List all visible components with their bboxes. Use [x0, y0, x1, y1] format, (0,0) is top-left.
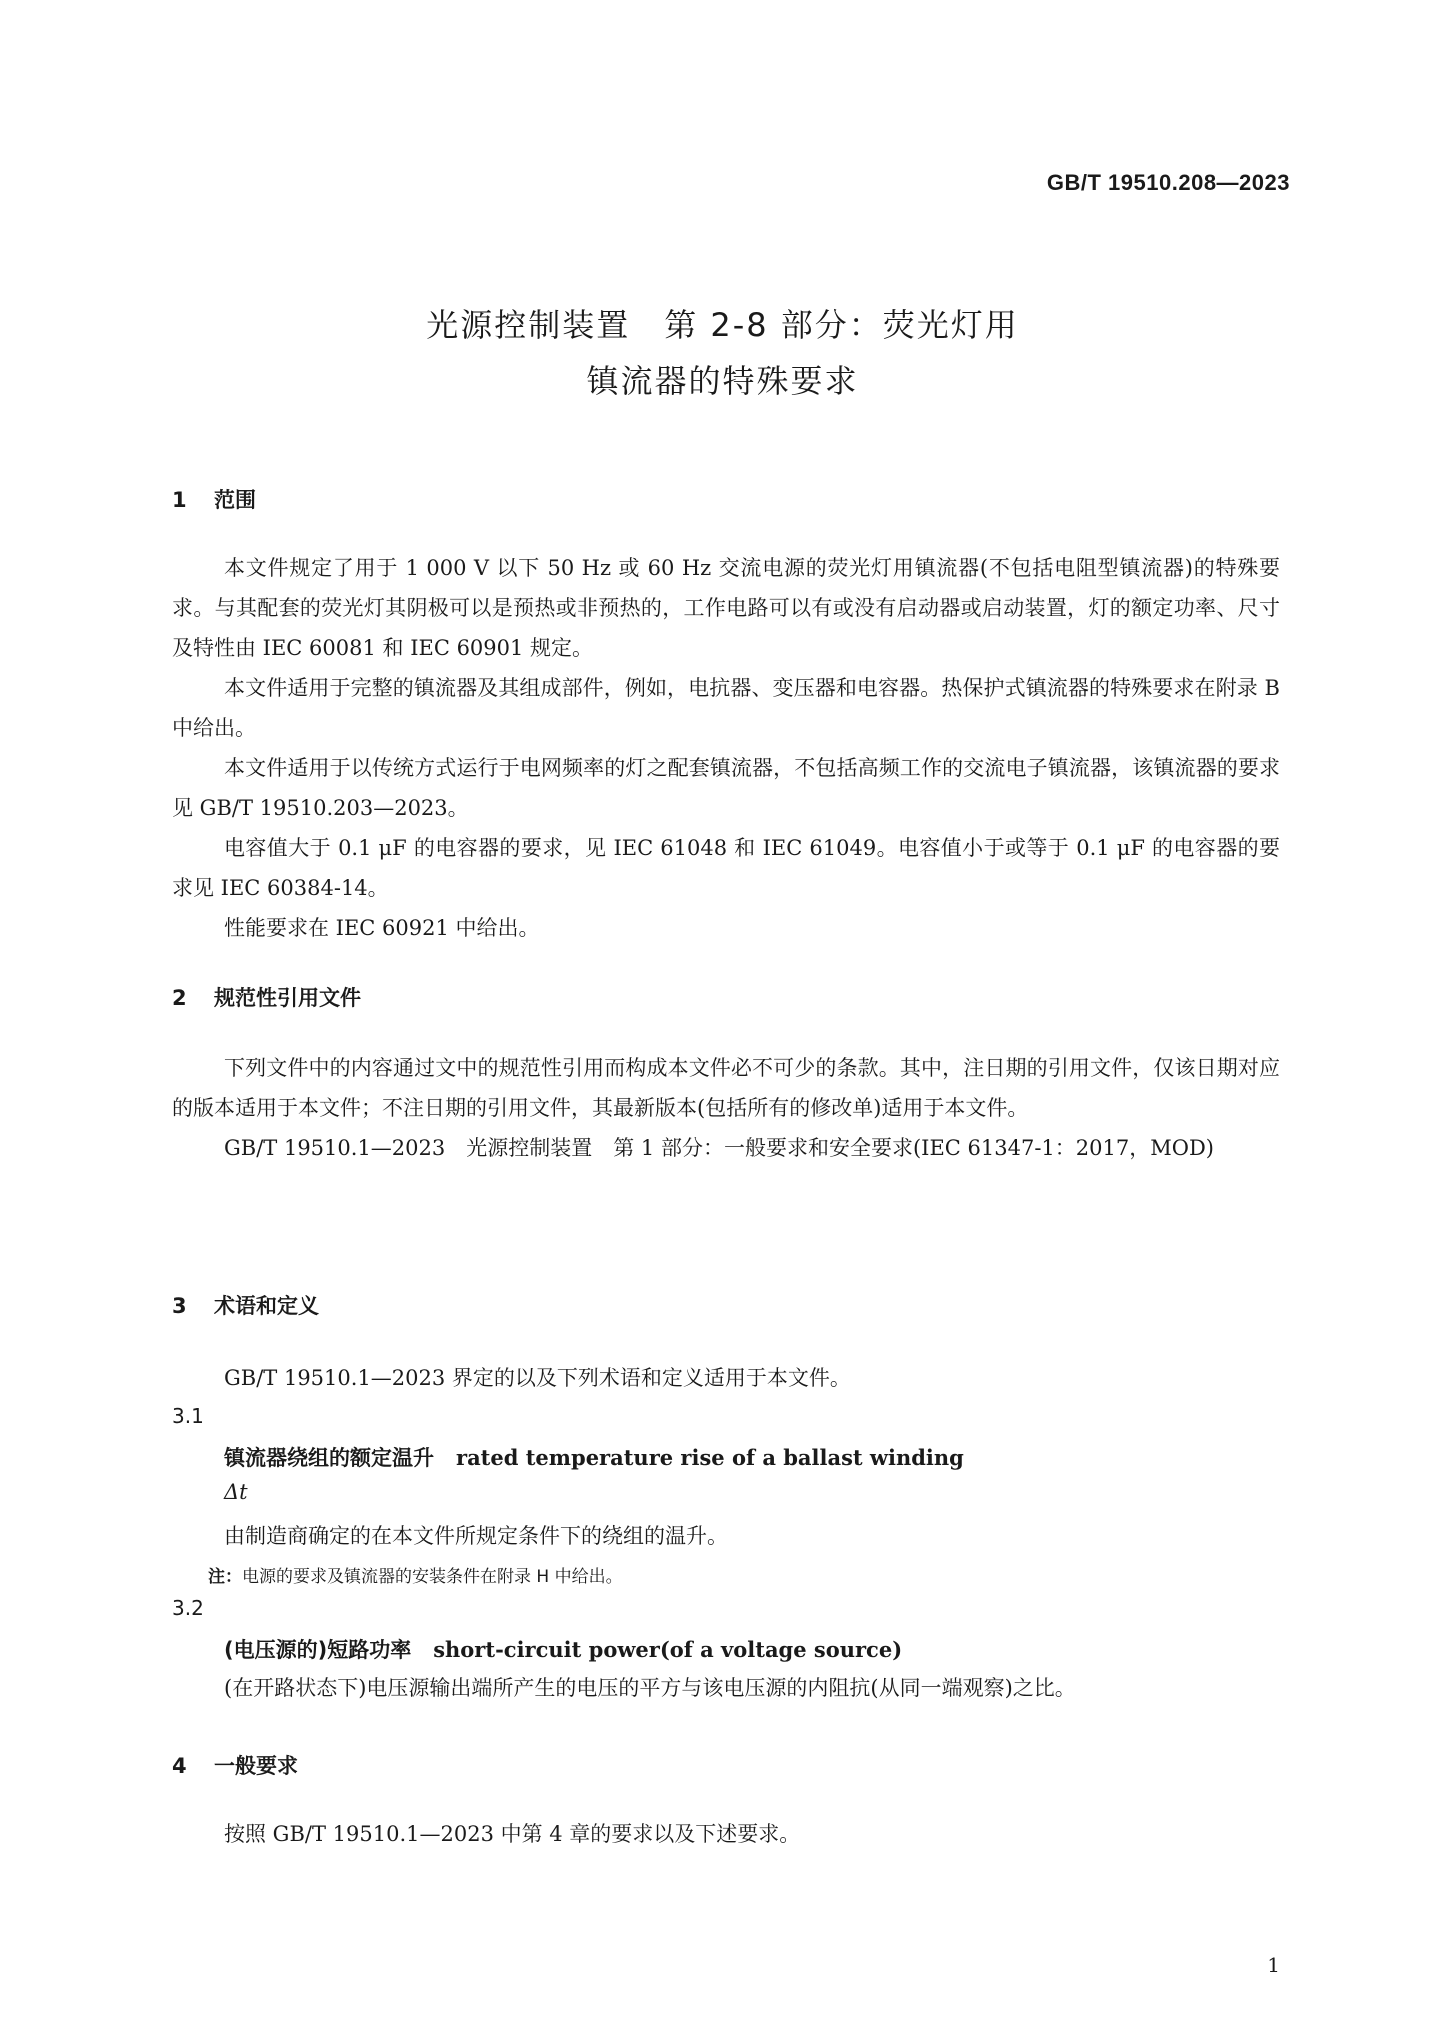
- section-number: 4: [172, 1754, 187, 1778]
- term-chinese: 镇流器绕组的额定温升: [224, 1446, 434, 1470]
- page-number: 1: [1267, 1953, 1280, 1977]
- section-1-heading: [172, 484, 256, 514]
- section-1-body: [172, 548, 1280, 948]
- document-title-line2: 镇流器的特殊要求: [586, 362, 859, 400]
- term-english: short-circuit power(of a voltage source): [433, 1637, 903, 1662]
- section-number: 1: [172, 488, 187, 512]
- normative-reference: GB/T 19510.1—2023 光源控制装置 第 1 部分：一般要求和安全要求(IEC 61347-1：2017，MOD): [224, 1136, 1214, 1160]
- clause-3-2-number: 3.2: [172, 1596, 204, 1620]
- term-note: [208, 1562, 623, 1587]
- section-title: 一般要求: [214, 1754, 298, 1778]
- section-title: 术语和定义: [214, 1294, 319, 1318]
- term-chinese: (电压源的)短路功率: [224, 1638, 412, 1662]
- document-number: GB/T 19510.208—2023: [1046, 170, 1290, 195]
- term-symbol: Δt: [224, 1480, 248, 1504]
- paragraph: 下列文件中的内容通过文中的规范性引用而构成本文件必不可少的条款。其中，注日期的引用文件，仅该日期对应的版本适用于本文件；不注日期的引用文件，其最新版本(包括所有的修改单)适用于本文件。: [172, 1056, 1280, 1120]
- term-3-1: [224, 1442, 964, 1472]
- section-2-body: [172, 1048, 1280, 1168]
- term-english: rated temperature rise of a ballast winding: [456, 1445, 964, 1470]
- paragraph: 性能要求在 IEC 60921 中给出。: [224, 916, 540, 940]
- section-title: 范围: [214, 488, 256, 512]
- section-4-heading: [172, 1750, 298, 1780]
- section-3-intro: GB/T 19510.1—2023 界定的以及下列术语和定义适用于本文件。: [224, 1366, 851, 1390]
- note-text: 电源的要求及镇流器的安装条件在附录 H 中给出。: [242, 1567, 623, 1587]
- section-2-heading: [172, 982, 361, 1012]
- paragraph: 本文件适用于以传统方式运行于电网频率的灯之配套镇流器，不包括高频工作的交流电子镇流器，该镇流器的要求见 GB/T 19510.203—2023。: [172, 756, 1280, 820]
- term-definition: 由制造商确定的在本文件所规定条件下的绕组的温升。: [224, 1524, 728, 1548]
- note-label: 注：: [208, 1567, 242, 1587]
- section-title: 规范性引用文件: [214, 986, 361, 1010]
- document-title-line1: 光源控制装置 第 2-8 部分：荧光灯用: [426, 306, 1019, 344]
- clause-3-1-number: 3.1: [172, 1404, 204, 1428]
- section-4-body: 按照 GB/T 19510.1—2023 中第 4 章的要求以及下述要求。: [224, 1822, 801, 1846]
- paragraph: 电容值大于 0.1 μF 的电容器的要求，见 IEC 61048 和 IEC 61049。电容值小于或等于 0.1 μF 的电容器的要求见 IEC 60384-14。: [172, 836, 1280, 900]
- paragraph: 本文件适用于完整的镇流器及其组成部件，例如，电抗器、变压器和电容器。热保护式镇流器的特殊要求在附录 B 中给出。: [172, 676, 1280, 740]
- section-number: 3: [172, 1294, 187, 1318]
- section-number: 2: [172, 986, 187, 1010]
- section-3-heading: [172, 1290, 319, 1320]
- term-definition: (在开路状态下)电压源输出端所产生的电压的平方与该电压源的内阻抗(从同一端观察)之比。: [224, 1676, 1076, 1700]
- term-3-2: [224, 1634, 902, 1664]
- paragraph: 本文件规定了用于 1 000 V 以下 50 Hz 或 60 Hz 交流电源的荧光灯用镇流器(不包括电阻型镇流器)的特殊要求。与其配套的荧光灯其阴极可以是预热或非预热的，工作电路可以有或没有启动器或启动装置，灯的额定功率、尺寸及特性由 IEC 60081 和 IEC 60901 规定。: [172, 556, 1280, 660]
